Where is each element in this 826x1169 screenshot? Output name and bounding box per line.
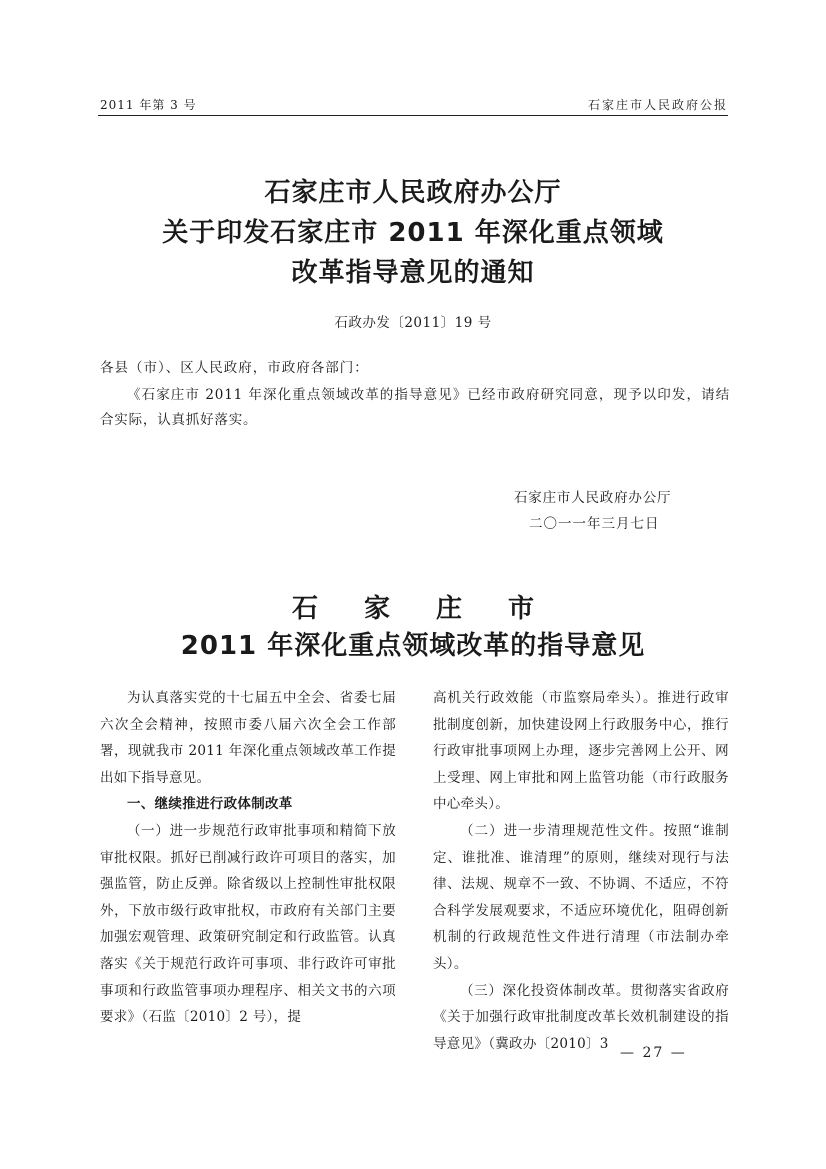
notice-title-line-1: 石家庄市人民政府办公厅 xyxy=(264,178,562,208)
left-column xyxy=(100,685,396,1031)
document-number: 石政办发〔2011〕19 号 xyxy=(334,315,492,331)
right-column xyxy=(433,685,729,1057)
notice-body: 《石家庄市 2011 年深化重点领域改革的指导意见》已经市政府研究同意，现予以印发，请结合实际，认真抓好落实。 xyxy=(100,387,730,428)
signature-organization: 石家庄市人民政府办公厅 xyxy=(514,490,672,506)
item-1-paragraph: （一）进一步规范行政审批事项和精简下放审批权限。抓好已削减行政许可项目的落实，加强监管，防止反弹。除省级以上控制性审批权限外，下放市级行政审批权，市政府有关部门主要加强宏观管理、政策研究制定和行政监管。认真落实《关于规范行政许可事项、非行政许可审批事项和行政监管事项办理程序、相关文书的六项要求》（石监〔2010〕2 号），提 xyxy=(100,822,396,1026)
header-issue: 2011 年第 3 号 xyxy=(100,98,197,112)
page-number: — 27 — xyxy=(620,1045,687,1061)
addressee: 各县（市）、区人民政府，市政府各部门： xyxy=(100,360,369,376)
opinion-title-line-2: 2011 年深化重点领域改革的指导意见 xyxy=(180,631,646,661)
opinion-title-line-1: 石家庄市 xyxy=(291,594,580,624)
item-3-paragraph: （三）深化投资体制改革。贯彻落实省政府《关于加强行政审批制度改革长效机制建设的指导意见》（冀政办〔2010〕3 xyxy=(433,982,729,1052)
item-2-paragraph: （二）进一步清理规范性文件。按照“谁制定、谁批准、谁清理”的原则，继续对现行与法律、法规、规章不一致、不协调、不适应，不符合科学发展观要求，不适应环境优化，阻碍创新机制的行政规范性文件进行清理（市法制办牵头）。 xyxy=(433,822,729,972)
header-publication: 石家庄市人民政府公报 xyxy=(587,98,728,112)
notice-title-line-2: 关于印发石家庄市 2011 年深化重点领域 xyxy=(162,218,664,248)
section-heading: 一、继续推进行政体制改革 xyxy=(127,796,293,813)
intro-paragraph: 为认真落实党的十七届五中全会、省委七届六次全会精神，按照市委八届六次全会工作部署，现就我市 2011 年深化重点领域改革工作提出如下指导意见。 xyxy=(100,690,396,786)
signature-date: 二〇一一年三月七日 xyxy=(529,516,660,532)
notice-title xyxy=(98,173,728,293)
continuation-paragraph: 高机关行政效能（市监察局牵头）。推进行政审批制度创新，加快建设网上行政服务中心，推行行政审批事项网上办理，逐步完善网上公开、网上受理、网上审批和网上监管功能（市行政服务中心牵头）。 xyxy=(433,690,729,813)
notice-title-line-3: 改革指导意见的通知 xyxy=(291,258,535,288)
header-divider xyxy=(98,115,728,116)
